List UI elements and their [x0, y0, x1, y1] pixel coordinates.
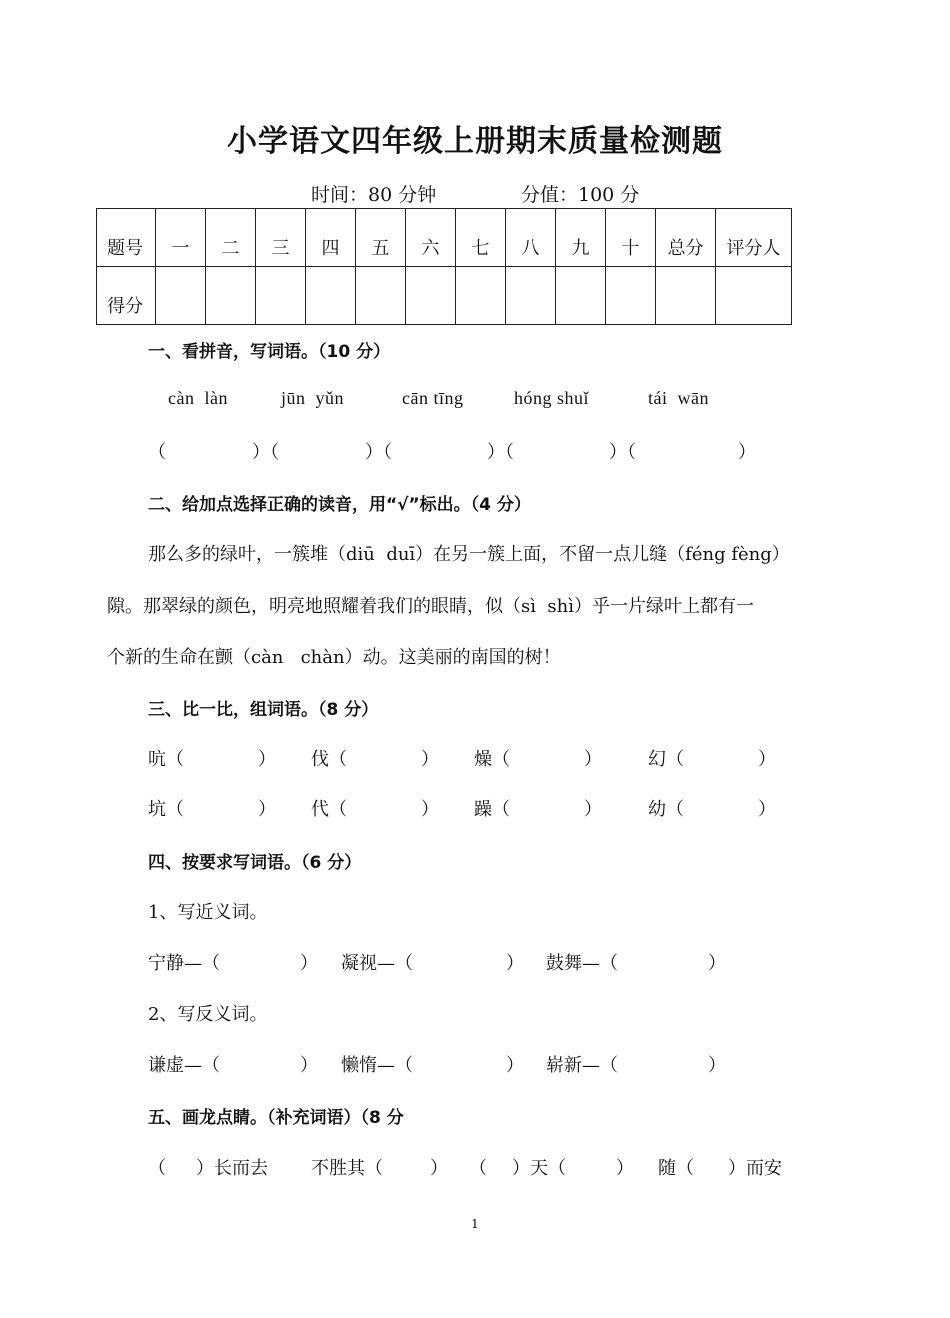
score-table-col: 三	[256, 209, 306, 267]
pinyin-item: cān tīng	[402, 388, 464, 408]
word-item: 宁静—（	[148, 953, 220, 974]
score-cell[interactable]	[306, 267, 356, 325]
idiom-part: （	[148, 1158, 166, 1179]
idiom-part: ）天（	[512, 1158, 566, 1179]
score-table-col: 一	[156, 209, 206, 267]
word-close: ）	[506, 1055, 524, 1076]
char-close: ）	[258, 799, 276, 820]
pinyin-item: jūn yǔn	[281, 388, 345, 408]
char-item: 代（	[311, 799, 347, 820]
answer-blank: ）（	[609, 442, 636, 463]
word-close: ）	[708, 1055, 726, 1076]
section4-heading: 四、按要求写词语。（6 分）	[148, 853, 362, 873]
exam-score: 分值：100 分	[521, 184, 640, 206]
word-close: ）	[708, 953, 726, 974]
score-cell[interactable]	[256, 267, 306, 325]
score-table	[96, 208, 792, 325]
paragraph-line: 个新的生命在颤（càn chàn）动。这美丽的南国的树！	[107, 647, 561, 668]
score-cell[interactable]	[506, 267, 556, 325]
score-cell[interactable]	[206, 267, 256, 325]
answer-blank: ）（	[487, 442, 514, 463]
idiom-part: 不胜其（	[311, 1158, 383, 1179]
idiom-part: 随（	[658, 1158, 694, 1179]
section2-heading: 二、给加点选择正确的读音，用“√”标出。（4 分）	[148, 495, 531, 515]
paragraph-line: 那么多的绿叶，一簇堆（diū duī）在另一簇上面，不留一点儿缝（féng fèng）	[148, 544, 790, 565]
section5-heading: 五、画龙点睛。（补充词语）（8 分	[148, 1108, 404, 1128]
char-close: ）	[758, 799, 776, 820]
answer-blank: ）（	[365, 442, 392, 463]
char-close: ）	[258, 749, 276, 770]
score-cell[interactable]	[556, 267, 606, 325]
score-cell[interactable]	[606, 267, 656, 325]
score-cell[interactable]	[716, 267, 792, 325]
idiom-part: ）而安	[728, 1158, 782, 1179]
score-cell[interactable]	[406, 267, 456, 325]
pinyin-item: càn làn	[168, 388, 228, 408]
score-table-col: 五	[356, 209, 406, 267]
idiom-part: ）	[616, 1158, 634, 1179]
score-table-col: 总分	[656, 209, 716, 267]
score-cell[interactable]	[456, 267, 506, 325]
page-number: 1	[471, 1217, 479, 1231]
char-close: ）	[421, 799, 439, 820]
score-table-col: 六	[406, 209, 456, 267]
char-close: ）	[758, 749, 776, 770]
answer-blank: （	[148, 442, 166, 463]
score-cell[interactable]	[356, 267, 406, 325]
char-item: 伐（	[311, 749, 347, 770]
char-item: 坑（	[148, 799, 184, 820]
char-item: 吭（	[148, 749, 184, 770]
score-table-row-label: 得分	[97, 267, 156, 325]
score-cell[interactable]	[156, 267, 206, 325]
pinyin-item: tái wān	[648, 388, 709, 408]
idiom-part: （	[469, 1158, 487, 1179]
word-item: 鼓舞—（	[546, 953, 618, 974]
score-cell[interactable]	[656, 267, 716, 325]
idiom-part: ）长而去	[196, 1158, 268, 1179]
word-close: ）	[506, 953, 524, 974]
char-close: ）	[584, 799, 602, 820]
word-item: 凝视—（	[341, 953, 413, 974]
section1-heading: 一、看拼音，写词语。（10 分）	[148, 342, 391, 362]
score-table-col: 二	[206, 209, 256, 267]
char-item: 燥（	[474, 749, 510, 770]
word-item: 懒惰—（	[341, 1055, 413, 1076]
exam-time: 时间：80 分钟	[311, 184, 437, 206]
sub-heading-synonyms: 1、写近义词。	[148, 902, 268, 923]
char-close: ）	[584, 749, 602, 770]
answer-blank: ）（	[252, 442, 279, 463]
idiom-part: ）	[430, 1158, 448, 1179]
word-close: ）	[300, 1055, 318, 1076]
word-item: 崭新—（	[546, 1055, 618, 1076]
score-table-col: 四	[306, 209, 356, 267]
score-table-col: 九	[556, 209, 606, 267]
pinyin-item: hóng shuǐ	[514, 388, 590, 408]
score-table-col: 十	[606, 209, 656, 267]
paragraph-line: 隙。那翠绿的颜色，明亮地照耀着我们的眼睛，似（sì shì）乎一片绿叶上都有一	[107, 596, 755, 617]
score-table-header-row	[97, 209, 792, 267]
score-table-col: 评分人	[716, 209, 792, 267]
score-table-col: 七	[456, 209, 506, 267]
char-close: ）	[421, 749, 439, 770]
document-title: 小学语文四年级上册期末质量检测题	[227, 124, 723, 159]
word-close: ）	[300, 953, 318, 974]
section3-heading: 三、比一比，组词语。（8 分）	[148, 700, 379, 720]
char-item: 幼（	[648, 799, 684, 820]
char-item: 躁（	[474, 799, 510, 820]
answer-blank: ）	[738, 442, 756, 463]
word-item: 谦虚—（	[148, 1055, 220, 1076]
score-table-col: 八	[506, 209, 556, 267]
char-item: 幻（	[648, 749, 684, 770]
score-table-header-label: 题号	[97, 209, 156, 267]
score-table-score-row	[97, 267, 792, 325]
sub-heading-antonyms: 2、写反义词。	[148, 1004, 268, 1025]
